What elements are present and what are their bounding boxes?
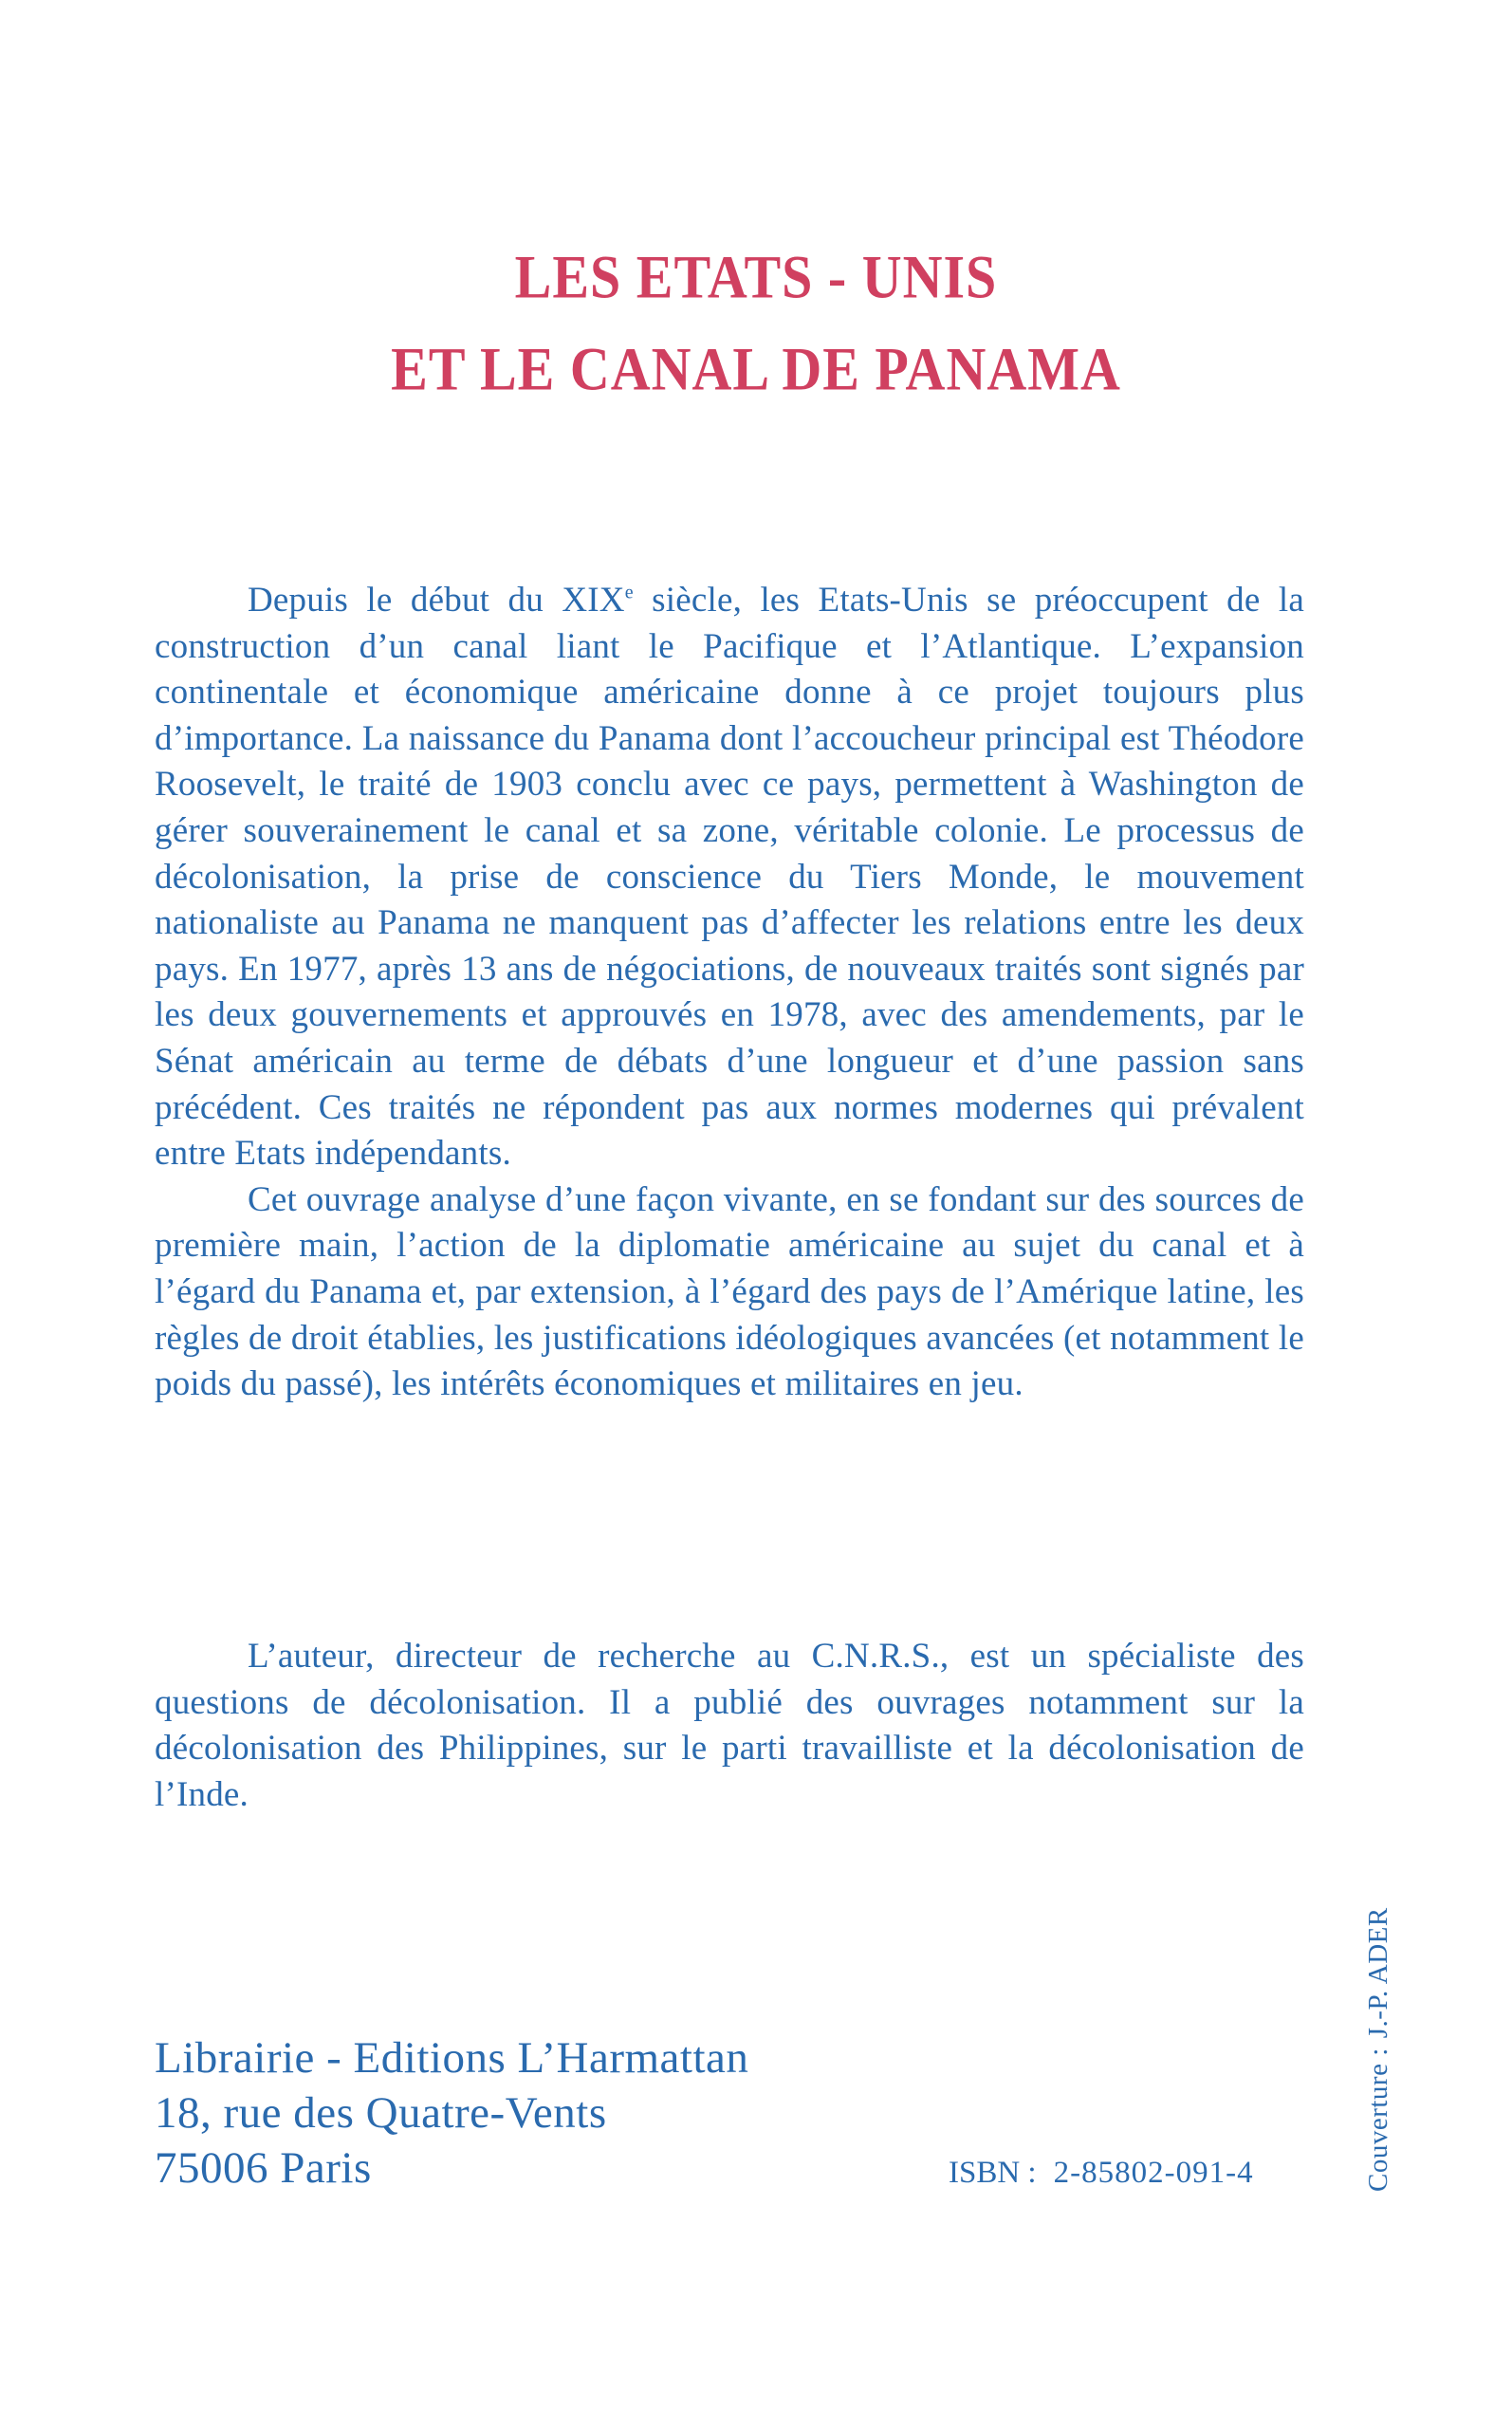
cover-credit	[1363, 1907, 1394, 2192]
cover-credit-name: J.-P. ADER	[1363, 1907, 1393, 2039]
cover-credit-label: Couverture :	[1363, 2048, 1393, 2192]
publisher-name: Librairie - Editions L’Harmattan	[155, 2033, 749, 2083]
summary-paragraph-1-start: Depuis le début du XIX	[248, 581, 625, 620]
summary-paragraph-2: Cet ouvrage analyse d’une façon vivante, en se fondant sur des sources de première main, l’action de la diplomatie américaine au sujet du canal et à l’égard du Panama et, par extension, à l’égard des pays de l’Amérique latine, les règles de droit établies, les justifications idéologiques avancées (et notamment le poids du passé), les intérêts économiques et militaires en jeu.	[155, 1179, 1304, 1404]
isbn	[949, 2156, 1254, 2191]
publisher-address	[155, 2030, 748, 2196]
book-title-line-2: ET LE CANAL DE PANAMA	[391, 334, 1121, 403]
author-note	[155, 1634, 1304, 1818]
publisher-city: 75006 Paris	[155, 2143, 372, 2193]
summary-paragraph-1	[155, 578, 1304, 1177]
summary-paragraph-1-rest: siècle, les Etats-Unis se préoccupent de la construction d’un canal liant le Pacifique et l’Atlantique. L’expansion continentale et économique américaine donne à ce projet toujours plus d’importance. La naissance du Panama dont l’accoucheur principal est Théodore Roosevelt, le traité de 1903 conclu avec ce pays, permettent à Washington de gérer souverainement le canal et sa zone, véritable colonie. Le processus de décolonisation, la prise de conscience du Tiers Monde, le mouvement nationaliste au Panama ne manquent pas d’affecter les relations entre les deux pays. En 1977, après 13 ans de négociations, de nouveaux traités sont signés par les deux gouvernements et approuvés en 1978, avec des amendements, par le Sénat américain au terme de débats d’une longueur et d’une passion sans précédent. Ces traités ne répondent pas aux normes modernes qui prévalent entre Etats indépendants.	[155, 581, 1304, 1174]
book-title-line-1: LES ETATS - UNIS	[514, 242, 998, 311]
isbn-label: ISBN :	[949, 2156, 1037, 2190]
publisher-street: 18, rue des Quatre-Vents	[155, 2088, 607, 2138]
author-note-paragraph: L’auteur, directeur de recherche au C.N.R.S., est un spécialiste des questions de décolonisation. Il a publié des ouvrages notamment sur la décolonisation des Philippines, sur le parti travailliste et la décolonisation de l’Inde.	[155, 1637, 1304, 1814]
century-superscript: e	[624, 582, 634, 603]
isbn-value: 2-85802-091-4	[1053, 2156, 1254, 2190]
summary-text	[155, 578, 1304, 1408]
